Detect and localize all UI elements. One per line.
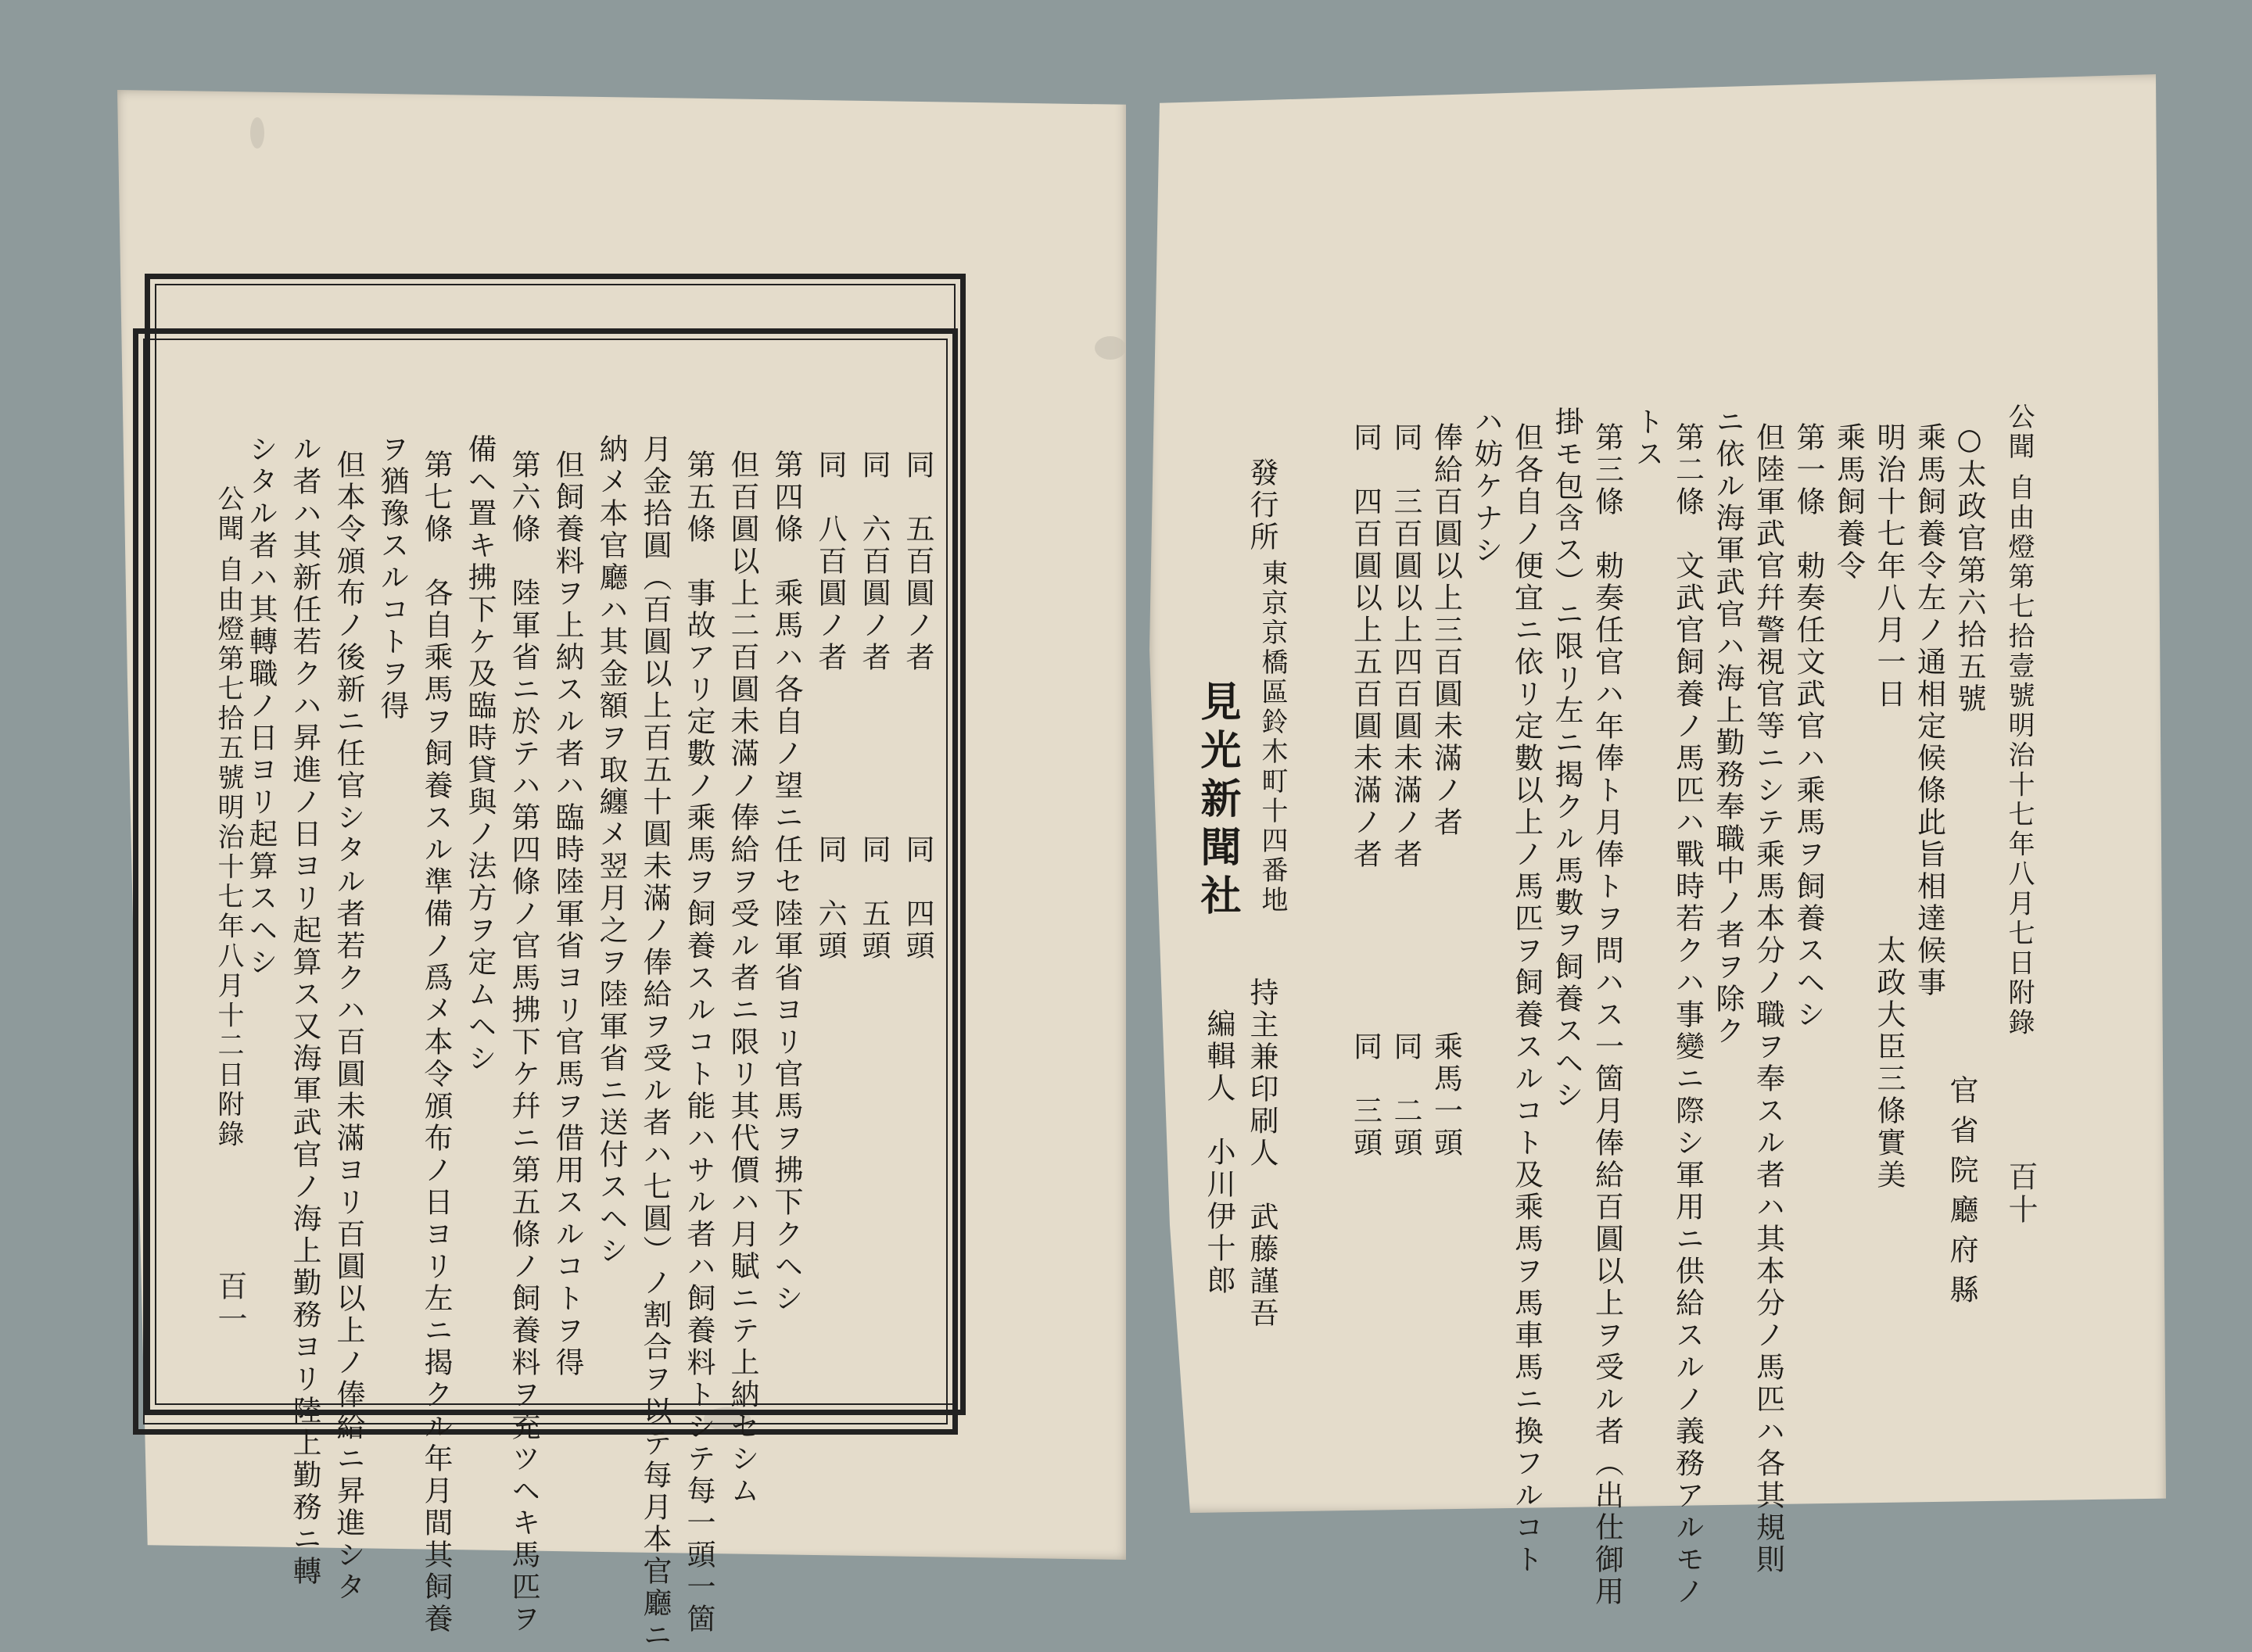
left-text-column: 同 六百圓ノ者 同 五頭	[857, 450, 891, 962]
left-text-column: 第四條 乘馬ハ各自ノ望ニ任セ陸軍省ヨリ官馬ヲ拂下クヘシ	[769, 450, 803, 1315]
left-text-column: 但百圓以上二百圓未滿ノ俸給ヲ受ル者ニ限リ其代價ハ月賦ニテ上納セシム	[726, 450, 759, 1507]
left-text-column: 同 五百圓ノ者 同 四頭	[901, 450, 934, 962]
right-text-column: 第三條 勅奏任官ハ年俸ト月俸トヲ問ハス一箇月俸給百圓以上ヲ受ル者（出仕御用	[1590, 422, 1624, 1608]
right-text-column: 第一條 勅奏任文武官ハ乘馬ヲ飼養スヘシ	[1791, 422, 1825, 1031]
left-text-column: 第六條 陸軍省ニ於テハ第四條ノ官馬拂下ケ幷ニ第五條ノ飼養料ヲ充ツヘキ馬匹ヲ	[507, 450, 540, 1636]
right-text-column: トス	[1630, 407, 1664, 471]
publisher-name: 見光新聞社	[1193, 680, 1241, 923]
right-text-column: 但各自ノ便宜ニ依リ定數以上ノ馬匹ヲ飼養スルコト及乘馬ヲ馬車馬ニ換フルコト	[1509, 422, 1544, 1576]
publisher-label: 發行所	[1245, 457, 1278, 554]
left-text-column: 第五條 事故アリ定數ノ乘馬ヲ飼養スルコト能ハサル者ハ飼養料トシテ每一頭一箇	[682, 450, 715, 1636]
right-text-column: ハ妨ケナシ	[1469, 407, 1503, 567]
right-text-column: 但陸軍武官幷警視官等ニシテ乘馬本分ノ職ヲ奉スル者ハ其本分ノ馬匹ハ各其規則	[1751, 422, 1785, 1576]
right-text-column: ニ依ル海軍武官ハ海上勤務奉職中ノ者ヲ除ク	[1711, 407, 1745, 1048]
publisher-address: 東京京橋區鈴木町十四番地	[1257, 559, 1288, 916]
right-text-column: 明治十七年八月一日 太政大臣三條實美	[1872, 422, 1906, 1192]
left-text-column: 月金拾圓（百圓以上百五十圓未滿ノ俸給ヲ受ル者ハ七圓）ノ割合ヲ以テ每月本官廳ニ	[638, 434, 672, 1652]
right-text-column: 俸給百圓以上三百圓未滿ノ者 乘馬一頭	[1429, 422, 1463, 1159]
right-text-column: 同 四百圓以上五百圓未滿ノ者 同 三頭	[1348, 422, 1382, 1159]
left-text-column: 同 八百圓ノ者 同 六頭	[813, 450, 847, 962]
left-text-column: 納メ本官廳ハ其金額ヲ取纏メ翌月之ヲ陸軍省ニ送付スヘシ	[594, 434, 628, 1267]
left-page-number: 百一	[213, 1270, 247, 1336]
left-text-column: ル者ハ其新任若クハ昇進ノ日ヨリ起算ス又海軍武官ノ海上勤務ヨリ陸上勤務ニ轉	[288, 434, 321, 1588]
left-page-side-header: 公聞 自由燈第七拾五號明治十七年八月十二日附錄	[213, 485, 244, 1150]
right-text-column: ○太政官第六拾五號	[1953, 422, 1986, 715]
left-text-column: ヲ猶豫スルコトヲ得	[375, 434, 409, 722]
left-text-column: 第七條 各自乘馬ヲ飼養スル準備ノ爲メ本令頒布ノ日ヨリ左ニ揭クル年月間其飼養	[419, 450, 453, 1636]
right-text-frame	[145, 274, 966, 1415]
paper-stain	[250, 117, 264, 149]
left-text-column: シタル者ハ其轉職ノ日ヨリ起算スヘシ	[244, 434, 278, 979]
left-text-column: 備ヘ置キ拂下ケ及臨時貸與ノ法方ヲ定ムヘシ	[463, 434, 497, 1075]
left-text-column: 但本令頒布ノ後新ニ任官シタル者若クハ百圓未滿ヨリ百圓以上ノ俸給ニ昇進シタ	[332, 450, 365, 1604]
right-text-column: 掛モ包含ス）ニ限リ左ニ揭クル馬數ヲ飼養スヘシ	[1550, 407, 1583, 1112]
right-text-column: 第二條 文武官飼養ノ馬匹ハ戰時若クハ事變ニ際シ軍用ニ供給スルノ義務アルモノ	[1670, 422, 1705, 1608]
left-text-column: 但飼養料ヲ上納スル者ハ臨時陸軍省ヨリ官馬ヲ借用スルコトヲ得	[550, 450, 584, 1379]
editor: 編輯人 小川伊十郎	[1202, 1009, 1235, 1297]
right-text-column: 乘馬飼養令左ノ通相定候條此旨相達候事	[1912, 422, 1946, 999]
recipients: 官省院廳府縣	[1945, 1075, 1978, 1314]
right-page-side-header: 公聞 自由燈第七拾壹號明治十七年八月七日附錄	[2003, 403, 2035, 1038]
right-text-column: 乘馬飼養令	[1831, 422, 1866, 582]
owner-printer: 持主兼印刷人 武藤謹吾	[1245, 977, 1278, 1330]
paper-stain	[1095, 336, 1126, 360]
right-text-column: 同 三百圓以上四百圓未滿ノ者 同 二頭	[1389, 422, 1422, 1159]
right-page-number: 百十	[2003, 1161, 2038, 1227]
